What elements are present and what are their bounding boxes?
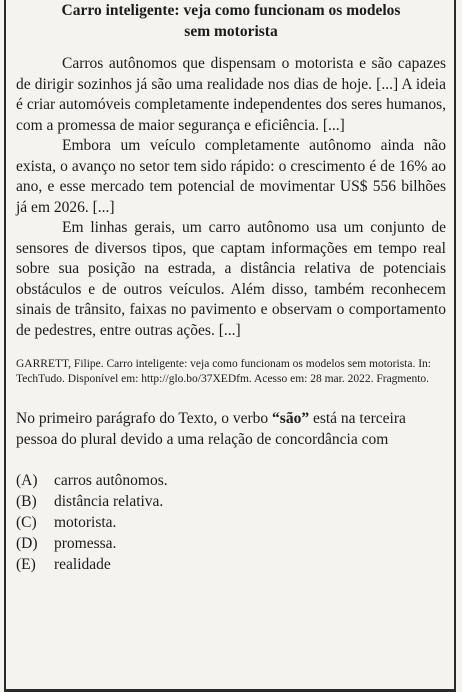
question-text-start: No primeiro parágrafo do Texto, o verbo	[16, 410, 273, 427]
option-d[interactable]	[16, 533, 446, 554]
article-title	[16, 0, 446, 42]
option-c[interactable]	[16, 512, 446, 533]
answer-options	[16, 470, 446, 575]
option-e[interactable]	[16, 554, 446, 575]
article-title-line-2: sem motorista	[184, 23, 278, 40]
article-paragraph-2: Embora um veículo completamente autônomo ainda não exista, o avanço no setor tem sido rápido: o crescimento é de 16% ao ano, e esse mercado tem potencial de movimentar US$ 556 bilhões já em 2026. [...]	[16, 137, 446, 216]
option-e-text: realidade	[54, 556, 111, 573]
right-border	[454, 0, 456, 692]
question-text-end: está na terceira pessoa do plural devido a uma relação de concordância com	[16, 410, 406, 448]
article-paragraph-1: Carros autônomos que dispensam o motorista e são capazes de dirigir sozinhos já são uma realidade nos dias de hoje. [...] A ideia é criar automóveis completamente independentes dos seres humanos, com a promessa de maior segurança e eficiência. [...]	[16, 55, 446, 134]
question-stem	[16, 409, 446, 450]
option-b-letter: (B)	[16, 493, 37, 510]
article-title-line-1: Carro inteligente: veja como funcionam os modelos	[61, 2, 401, 19]
document-content	[16, 0, 446, 575]
option-b[interactable]	[16, 491, 446, 512]
option-d-text: promessa.	[54, 535, 117, 552]
option-a[interactable]	[16, 470, 446, 491]
option-b-text: distância relativa.	[54, 493, 164, 510]
option-a-text: carros autônomos.	[54, 472, 168, 489]
question-highlighted-verb: “são”	[272, 410, 310, 427]
article-body	[16, 54, 446, 341]
article-paragraph-3: Em linhas gerais, um carro autônomo usa um conjunto de sensores de diversos tipos, que captam informações em tempo real sobre sua posição na estrada, a distância relativa de potenciais obstáculos e de outros veículos. Além disso, também reconhecem sinais de trânsito, faixas no pavimento e observam o comportamento de pedestres, entre outras ações. [...]	[16, 219, 446, 339]
option-c-text: motorista.	[54, 514, 117, 531]
option-a-letter: (A)	[16, 472, 38, 489]
option-c-letter: (C)	[16, 514, 37, 531]
document-page	[4, 0, 456, 692]
option-d-letter: (D)	[16, 535, 38, 552]
left-border	[4, 0, 6, 692]
source-citation: GARRETT, Filipe. Carro inteligente: veja como funcionam os modelos sem motorista. In: TechTudo. Disponível em: http://glo.bo/37XEDfm. Acesso em: 28 mar. 2022. Fragmento.	[16, 358, 431, 385]
option-e-letter: (E)	[16, 556, 36, 573]
